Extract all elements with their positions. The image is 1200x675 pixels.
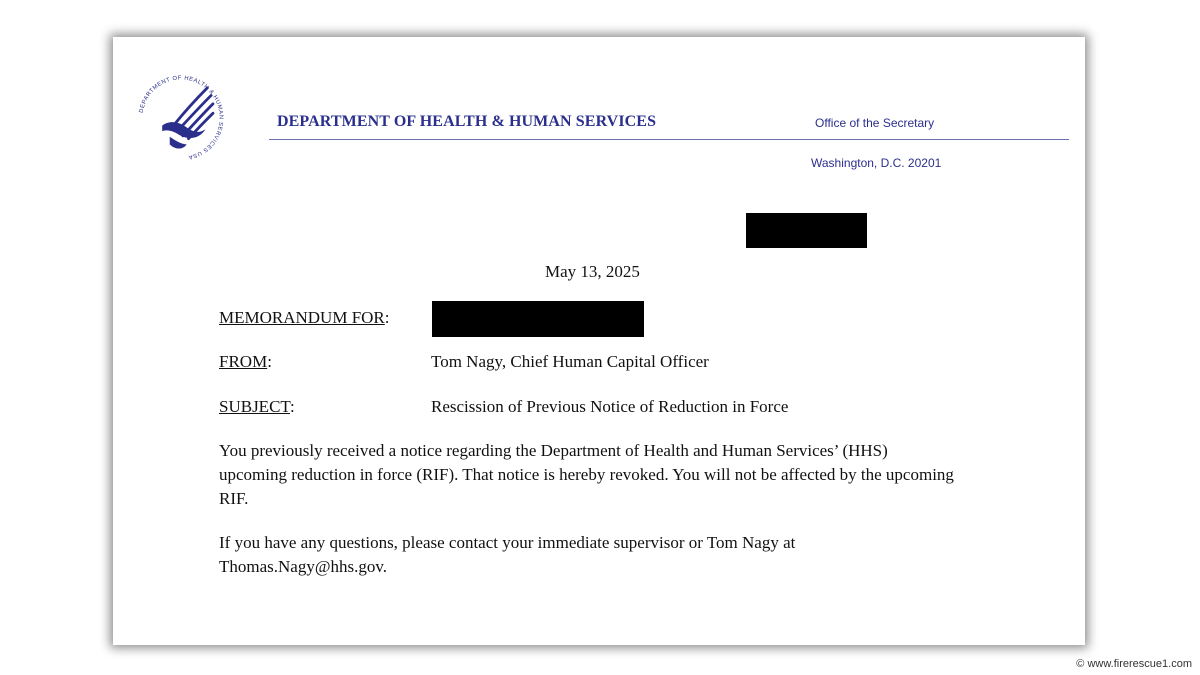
source-watermark: © www.firerescue1.com	[1076, 658, 1192, 670]
from-value: Tom Nagy, Chief Human Capital Officer	[431, 352, 709, 371]
subject-label: SUBJECT:	[219, 397, 295, 416]
memorandum-for-label: MEMORANDUM FOR:	[219, 308, 390, 327]
body-paragraph: You previously received a notice regarding the Department of Health and Human Services’ (HHS) upcoming reduction in force (RIF). That notice is hereby revoked. You will not be affected by the upcoming RIF.	[219, 441, 954, 508]
from-label: FROM:	[219, 352, 272, 371]
from-label-text: FROM	[219, 352, 268, 371]
memo-document	[113, 37, 1085, 645]
body-paragraph: If you have any questions, please contact your immediate supervisor or Tom Nagy at Thomas.Nagy@hhs.gov.	[219, 533, 796, 576]
office-name: Office of the Secretary	[815, 116, 935, 130]
department-title: DEPARTMENT OF HEALTH & HUMAN SERVICES	[277, 113, 657, 130]
hhs-seal-icon	[134, 71, 228, 165]
redaction-bar-header	[746, 213, 867, 248]
memo-date: May 13, 2025	[545, 262, 640, 281]
office-address: Washington, D.C. 20201	[811, 156, 942, 170]
subject-value: Rescission of Previous Notice of Reduction in Force	[431, 397, 789, 416]
letterhead-divider	[269, 139, 1069, 140]
subject-label-text: SUBJECT	[219, 397, 290, 416]
seal-text: DEPARTMENT OF HEALTH & HUMAN SERVICES USA	[138, 75, 224, 160]
memorandum-for-label-text: MEMORANDUM FOR	[219, 308, 385, 327]
redaction-bar-recipient	[432, 301, 644, 337]
